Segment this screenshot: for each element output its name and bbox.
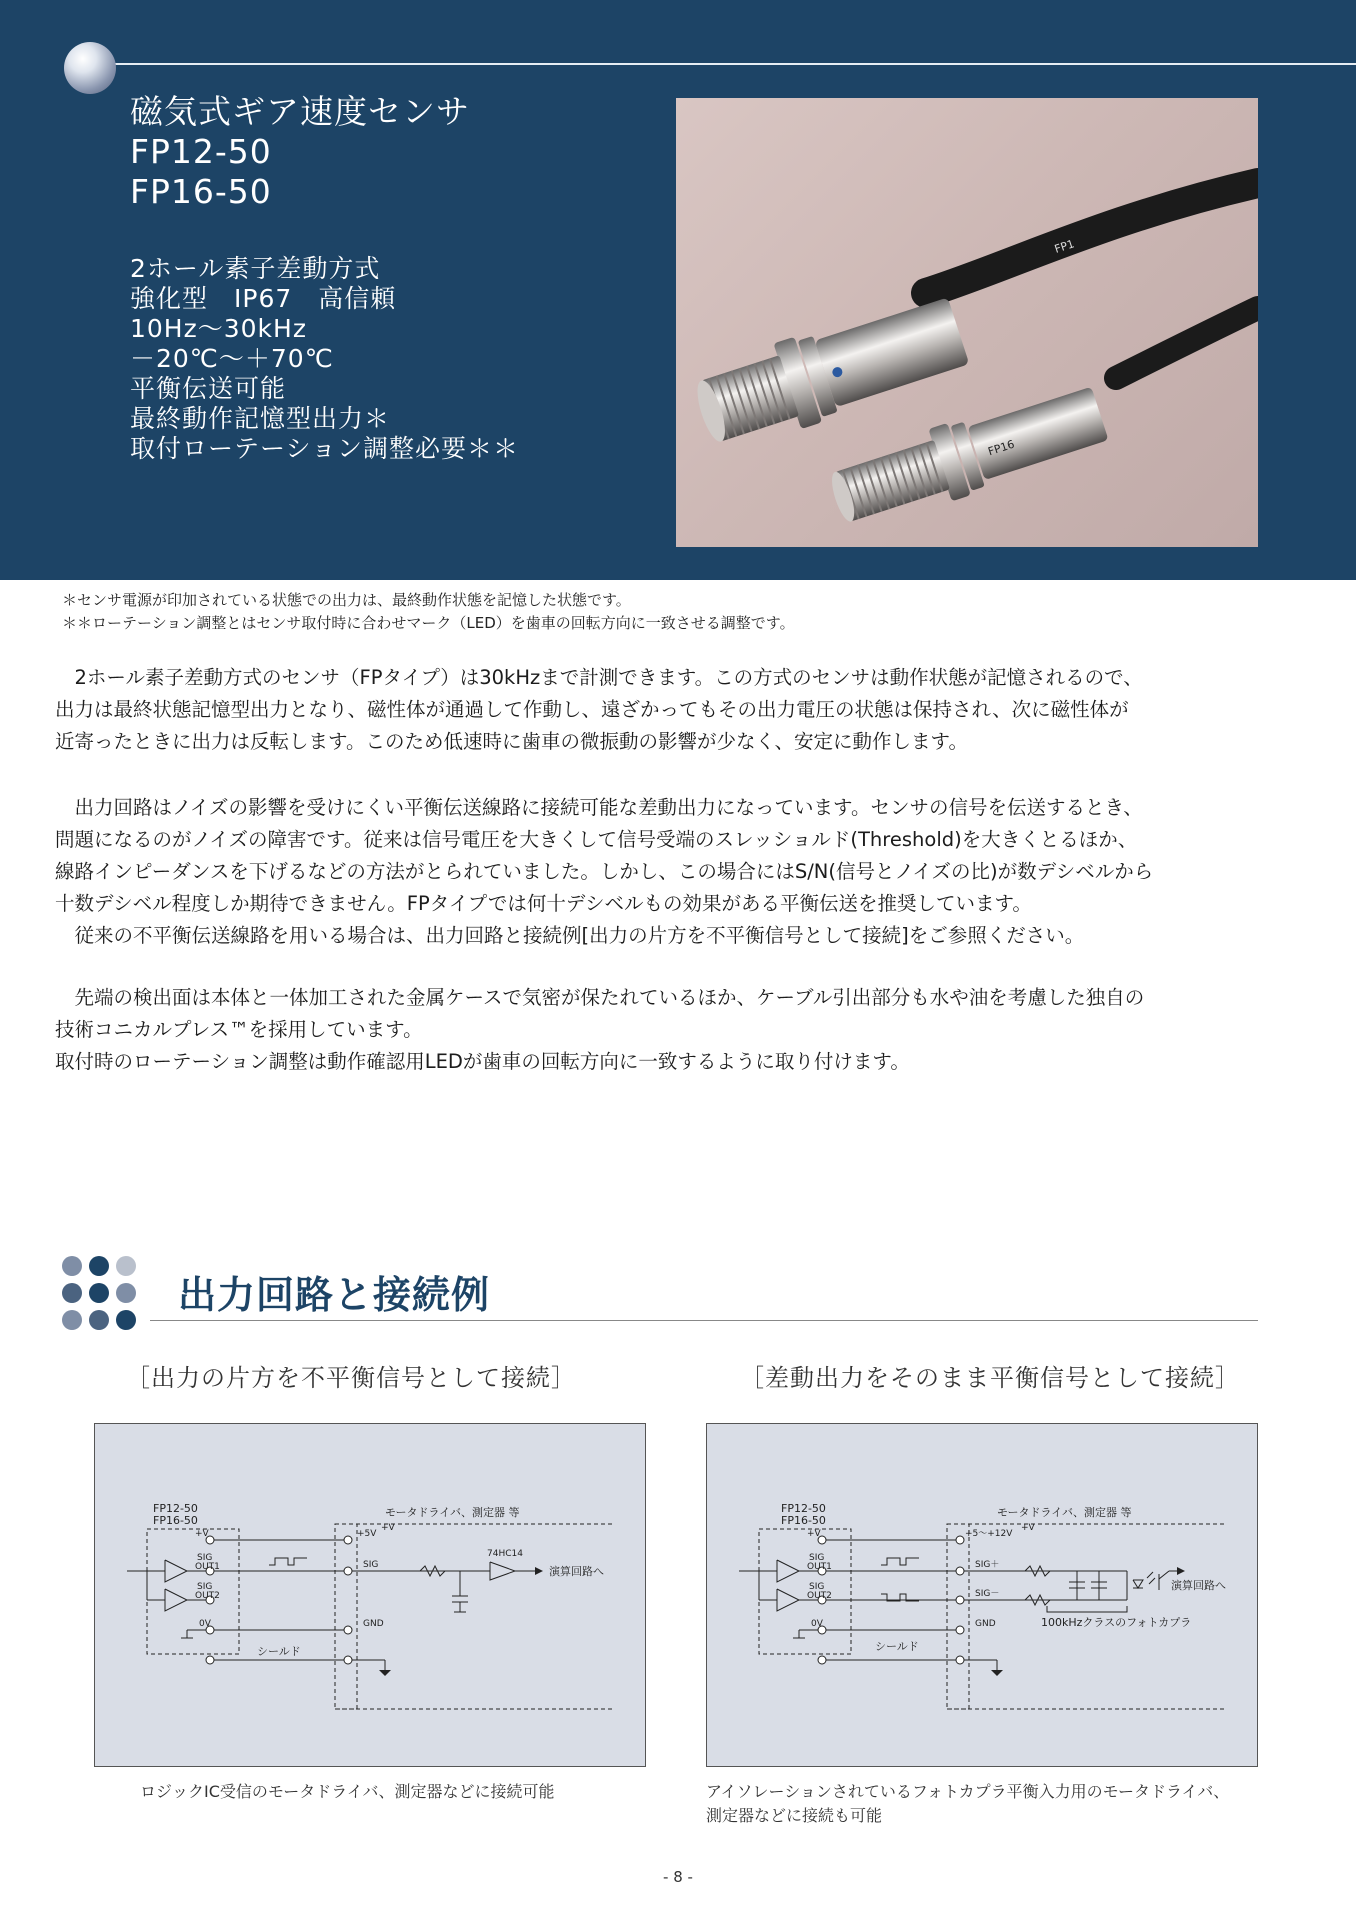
terminal-label: SIG: [809, 1553, 825, 1563]
paragraph-line: 従来の不平衡伝送線路を用いる場合は、出力回路と接続例[出力の片方を不平衡信号として接続]をご参照ください。: [55, 924, 1085, 947]
paragraph-line: 線路インピーダンスを下げるなどの方法がとられていました。しかし、この場合にはS/N(信号とノイズの比)が数デシベルから: [55, 860, 1154, 883]
terminal-label: OUT1: [195, 1562, 220, 1572]
paragraph-line: 取付時のローテーション調整は動作確認用LEDが歯車の回転方向に一致するように取り付けます。: [55, 1050, 910, 1073]
section-rule: [150, 1320, 1258, 1321]
paragraph-line: 先端の検出面は本体と一体加工された金属ケースで気密が保たれているほか、ケーブル引出部分も水や油を考慮した独自の: [55, 986, 1145, 1009]
terminal-label: 0V: [199, 1619, 211, 1629]
paragraph-line: 近寄ったときに出力は反転します。このため低速時に歯車の微振動の影響が少なく、安定に動作します。: [55, 730, 968, 753]
model-label: FP12-50: [153, 1502, 198, 1515]
product-title: [130, 92, 470, 212]
paragraph-line: 問題になるのがノイズの障害です。従来は信号電圧を大きくして信号受端のスレッショルド(Threshold)を大きくとるほか、: [55, 828, 1138, 851]
terminal-label: +5V: [357, 1529, 377, 1539]
device-label: モータドライバ、測定器 等: [997, 1506, 1132, 1519]
terminal-label: GND: [363, 1619, 384, 1629]
terminal-label: +V: [381, 1523, 395, 1533]
diagram-left-title: ［出力の片方を不平衡信号として接続］: [126, 1364, 576, 1392]
terminal-label: OUT1: [807, 1562, 832, 1572]
paragraph-line: 出力は最終状態記憶型出力となり、磁性体が通過して作動し、遠ざかってもその出力電圧の状態は保持され、次に磁性体が: [55, 698, 1129, 721]
model-label: FP12-50: [781, 1502, 826, 1515]
sensor-illustration: [676, 98, 1258, 547]
sphere-icon: [64, 42, 116, 94]
caption-right: [706, 1780, 1229, 1828]
sensor-box: [147, 1529, 239, 1654]
model-label: FP16-50: [153, 1514, 198, 1527]
terminal-label: GND: [975, 1619, 996, 1629]
spec-item: 最終動作記憶型出力＊: [130, 404, 391, 433]
terminal-label: SIG: [809, 1582, 825, 1592]
section-dots-icon: [62, 1256, 138, 1332]
diagram-right-title: ［差動出力をそのまま平衡信号として接続］: [740, 1364, 1240, 1392]
footnote: ＊センサ電源が印加されている状態での出力は、最終動作状態を記憶した状態です。: [62, 591, 631, 609]
circuit-left-svg: [95, 1424, 645, 1766]
section-title: 出力回路と接続例: [178, 1273, 491, 1317]
caption-left: ロジックIC受信のモータドライバ、測定器などに接続可能: [140, 1782, 555, 1801]
footnotes: [62, 589, 795, 635]
terminal-label: +5～+12V: [965, 1529, 1013, 1539]
paragraph-line: 十数デシベル程度しか期待できません。FPタイプでは何十デシベルもの効果がある平衡伝送を推奨しています。: [55, 892, 1032, 915]
circuit-diagram-left: [94, 1423, 646, 1767]
terminal-label: SIG: [363, 1560, 379, 1570]
cable-print: FP1: [1052, 237, 1076, 256]
spec-item: 取付ローテーション調整必要＊＊: [130, 434, 520, 463]
circuit-right-svg: [707, 1424, 1257, 1766]
terminal-label: OUT2: [807, 1591, 832, 1601]
shield-label: シールド: [875, 1640, 919, 1653]
title-line: FP12-50: [130, 132, 272, 171]
spec-item: 2ホール素子差動方式: [130, 254, 381, 283]
circuit-diagram-right: [706, 1423, 1258, 1767]
paragraph-line: 2ホール素子差動方式のセンサ（FPタイプ）は30kHzまで計測できます。この方式のセンサは動作状態が記憶されるので、: [55, 666, 1143, 689]
output-label: 演算回路へ: [549, 1565, 604, 1578]
spec-item: 平衡伝送可能: [130, 374, 287, 403]
paragraph-2: [55, 792, 1305, 952]
device-label: モータドライバ、測定器 等: [385, 1506, 520, 1519]
footnote: ＊＊ローテーション調整とはセンサ取付時に合わせマーク（LED）を歯車の回転方向に一致させる調整です。: [62, 614, 795, 632]
terminal-label: +V: [1021, 1523, 1035, 1533]
header-rule: [88, 63, 1356, 65]
terminal-label: 0V: [811, 1619, 823, 1629]
paragraph-3: [55, 982, 1305, 1078]
terminal-label: SIG－: [975, 1589, 1000, 1599]
model-label: FP16-50: [781, 1514, 826, 1527]
title-line: FP16-50: [130, 172, 272, 211]
terminal-label: SIG: [197, 1582, 213, 1592]
paragraph-line: 出力回路はノイズの影響を受けにくい平衡伝送線路に接続可能な差動出力になっています。センサの信号を伝送するとき、: [55, 796, 1143, 819]
photocoupler-label: 100kHzクラスのフォトカプラ: [1041, 1616, 1192, 1629]
spec-list: [130, 254, 519, 464]
title-line: 磁気式ギア速度センサ: [130, 92, 470, 131]
terminal-label: +V: [195, 1529, 209, 1539]
sensor-photo: [676, 98, 1258, 547]
spec-item: 10Hz～30kHz: [130, 314, 307, 343]
spec-item: 強化型 IP67 高信頼: [130, 284, 397, 313]
caption-line: 測定器などに接続も可能: [706, 1806, 883, 1825]
terminal-label: +V: [807, 1529, 821, 1539]
header-banner: [0, 0, 1356, 580]
page-number: - 8 -: [663, 1868, 693, 1886]
shield-label: シールド: [257, 1645, 301, 1658]
sensor-label: FP16: [986, 437, 1017, 459]
terminal-label: SIG: [197, 1553, 213, 1563]
ic-label: 74HC14: [487, 1549, 523, 1559]
caption-line: アイソレーションされているフォトカプラ平衡入力用のモータドライバ、: [706, 1782, 1230, 1801]
output-label: 演算回路へ: [1171, 1579, 1226, 1592]
paragraph-1: [55, 662, 1305, 758]
schmitt-buffer: [490, 1562, 515, 1580]
terminal-label: SIG＋: [975, 1560, 1000, 1570]
spec-item: －20℃～＋70℃: [130, 344, 334, 373]
device-box: [335, 1524, 357, 1709]
paragraph-line: 技術コニカルプレス™を採用しています。: [55, 1018, 423, 1041]
terminal-label: OUT2: [195, 1591, 220, 1601]
